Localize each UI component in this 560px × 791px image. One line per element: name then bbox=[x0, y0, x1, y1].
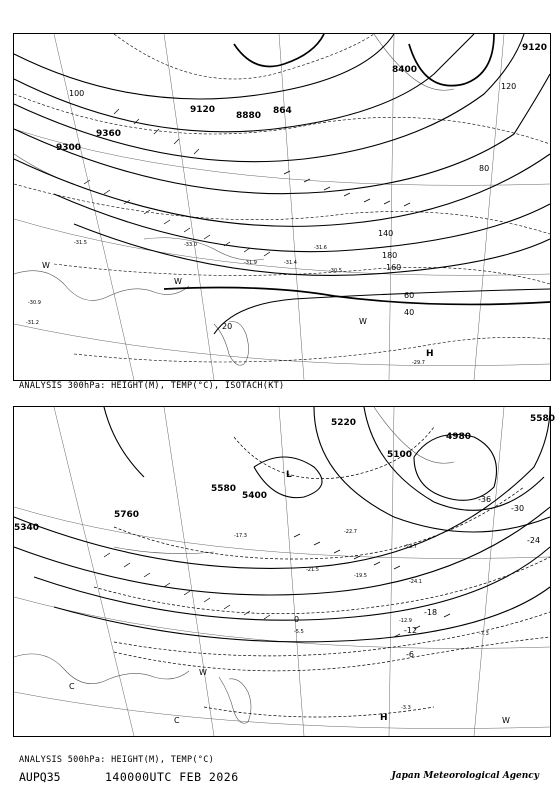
temp-sample: -24.1 bbox=[409, 579, 422, 585]
temp-sample: -31.5 bbox=[74, 240, 87, 246]
analysis-300hpa-map bbox=[13, 33, 551, 381]
temp-sample: -31.6 bbox=[314, 245, 327, 251]
height-labels-300 bbox=[56, 43, 547, 153]
height-label: 5400 bbox=[242, 491, 268, 501]
isotach-label: 120 bbox=[501, 82, 517, 91]
height-label: 8400 bbox=[392, 65, 418, 75]
height-label: 4980 bbox=[446, 432, 472, 442]
cold-label: C bbox=[69, 682, 75, 691]
temp-sample: -31.2 bbox=[26, 320, 39, 326]
isotherm-label: -30 bbox=[511, 504, 525, 513]
warm-label: W bbox=[174, 277, 182, 286]
isotach-label: 180 bbox=[382, 251, 398, 260]
temp-sample: -5.5 bbox=[294, 629, 304, 635]
isotherm-label: -6 bbox=[406, 650, 414, 659]
temp-sample: -31.4 bbox=[284, 260, 297, 266]
height-label: 5580 bbox=[211, 484, 237, 494]
isotach-label: 160 bbox=[386, 263, 402, 272]
warm-label: W bbox=[199, 668, 207, 677]
isotherm-label: 0 bbox=[294, 615, 300, 624]
cold-label: C bbox=[174, 716, 180, 725]
analysis-500hpa-map bbox=[13, 406, 556, 737]
height-label: 9360 bbox=[96, 129, 122, 139]
isotach-label: 100 bbox=[69, 89, 85, 98]
isotach-labels-300 bbox=[69, 82, 516, 331]
high-pressure-center: H bbox=[426, 349, 434, 359]
valid-time: 140000UTC FEB 2026 bbox=[105, 770, 239, 784]
height-label: 864 bbox=[273, 106, 292, 116]
isotach-label: 40 bbox=[404, 308, 415, 317]
agency-name: Japan Meteorological Agency bbox=[391, 771, 539, 781]
temp-sample: -29.7 bbox=[412, 360, 425, 366]
temp-sample: -7.3 bbox=[479, 631, 489, 637]
temp-sample: -33.0 bbox=[184, 242, 197, 248]
isotherm-label: -12 bbox=[404, 626, 418, 635]
isotherm-label: -24 bbox=[527, 536, 541, 545]
chart-code: AUPQ35 bbox=[19, 770, 61, 784]
graticule bbox=[14, 34, 550, 380]
temp-samples-300 bbox=[26, 240, 425, 366]
temp-sample: -22.7 bbox=[344, 529, 357, 535]
temp-sample: -30.5 bbox=[329, 268, 342, 274]
height-label: 8880 bbox=[236, 111, 262, 121]
caption-300hpa: ANALYSIS 300hPa: HEIGHT(M), TEMP(°C), ISOTACH(KT) bbox=[19, 381, 285, 391]
height-label: 5220 bbox=[331, 418, 357, 428]
temp-sample: -19.5 bbox=[354, 573, 367, 579]
temp-sample: -30.9 bbox=[28, 300, 41, 306]
warm-label: W bbox=[502, 716, 510, 725]
caption-500hpa: ANALYSIS 500hPa: HEIGHT(M), TEMP(°C) bbox=[19, 755, 215, 765]
chart-footer bbox=[19, 770, 539, 786]
map-300hpa-svg bbox=[14, 34, 550, 380]
warm-label: W bbox=[42, 261, 50, 270]
graticule bbox=[14, 407, 550, 736]
height-label: 9120 bbox=[190, 105, 216, 115]
high-pressure-center: H bbox=[380, 713, 388, 723]
temp-sample: -23.7 bbox=[404, 544, 417, 550]
temp-sample: -17.3 bbox=[234, 533, 247, 539]
height-label: 9120 bbox=[522, 43, 548, 53]
height-label: 5760 bbox=[114, 510, 140, 520]
temp-sample: -21.5 bbox=[306, 567, 319, 573]
height-label: 5100 bbox=[387, 450, 413, 460]
height-contours-500 bbox=[14, 407, 550, 642]
map-500hpa-svg bbox=[14, 407, 556, 736]
low-pressure-center: L bbox=[286, 470, 292, 480]
isotach-label: 80 bbox=[479, 164, 490, 173]
isotach-label: 20 bbox=[222, 322, 233, 331]
isotherms-500 bbox=[94, 427, 550, 717]
height-label: 5580 bbox=[530, 414, 556, 424]
isotherm-label: -36 bbox=[478, 495, 492, 504]
temp-sample: -12.9 bbox=[399, 618, 412, 624]
isotach-label: 60 bbox=[404, 291, 415, 300]
temp-sample: -31.9 bbox=[244, 260, 257, 266]
warm-label: W bbox=[359, 317, 367, 326]
height-label: 9300 bbox=[56, 143, 82, 153]
isotach-label: 140 bbox=[378, 229, 394, 238]
isotherm-label: -18 bbox=[424, 608, 438, 617]
height-label: 5340 bbox=[14, 523, 40, 533]
isotherms-300 bbox=[14, 34, 550, 362]
temp-sample: -3.3 bbox=[401, 705, 411, 711]
